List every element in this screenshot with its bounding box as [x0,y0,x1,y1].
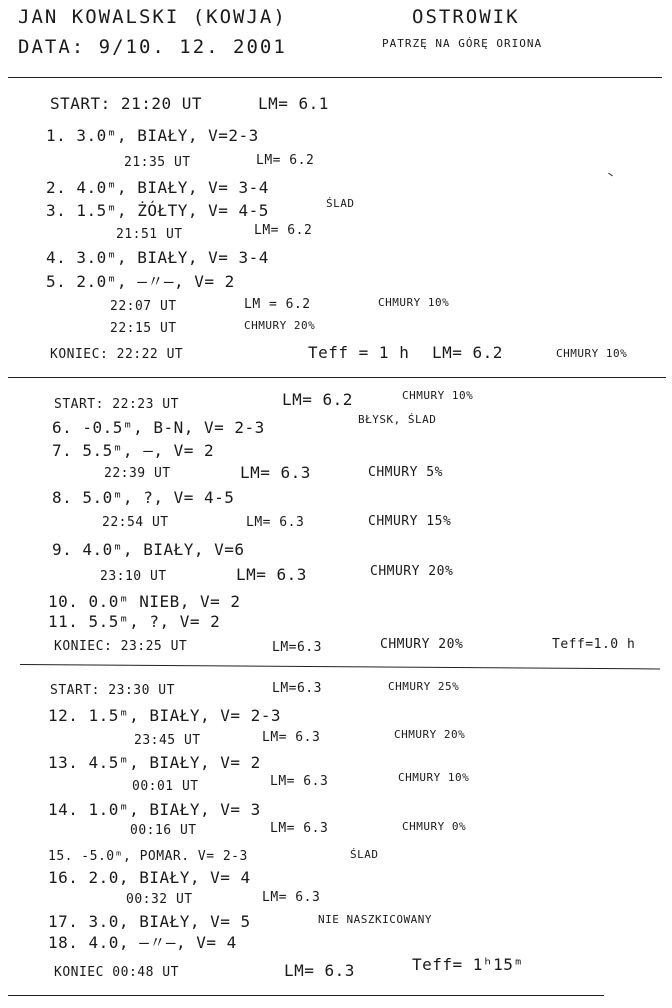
start-lm: LM= 6.2 [282,390,353,409]
pen-mark [608,173,613,177]
check-time: 23:45 UT [134,733,201,748]
check-clouds: CHMURY 0% [402,820,467,833]
check-clouds: CHMURY 10% [398,771,470,784]
meteor-row: 15. -5.0ᵐ, POMAR. V= 2-3 [48,849,248,864]
meteor-row: 10. 0.0ᵐ NIEB, V= 2 [48,592,241,611]
meteor-row: 12. 1.5ᵐ, BIAŁY, V= 2-3 [48,706,282,725]
end-clouds: CHMURY 10% [556,347,628,360]
check-lm: LM= 6.3 [236,565,307,584]
start-lm: LM= 6.1 [258,94,329,113]
check-clouds: CHMURY 15% [368,514,452,529]
check-lm: LM= 6.3 [270,821,329,836]
check-lm: LM= 6.3 [246,515,305,530]
check-lm: LM= 6.3 [262,890,321,905]
meteor-row: 1. 3.0ᵐ, BIAŁY, V=2-3 [46,126,259,145]
check-lm: LM= 6.2 [254,223,313,238]
meteor-row: 8. 5.0ᵐ, ?, V= 4-5 [52,488,235,507]
meteor-row: 14. 1.0ᵐ, BIAŁY, V= 3 [48,800,261,819]
meteor-row: 2. 4.0ᵐ, BIAŁY, V= 3-4 [46,178,269,197]
check-clouds: CHMURY 10% [378,296,450,309]
section-end: KONIEC: 22:22 UT [50,347,184,362]
meteor-note: ŚLAD [326,197,355,210]
check-time: 22:39 UT [104,466,171,481]
check-lm: LM= 6.3 [262,730,321,745]
check-clouds: CHMURY 20% [370,564,454,579]
meteor-note: ŚLAD [350,848,379,861]
check-clouds: CHMURY 20% [244,319,316,332]
check-time: 00:16 UT [130,823,197,838]
meteor-note: BŁYSK, ŚLAD [358,413,437,426]
check-lm: LM= 6.3 [270,774,329,789]
check-lm: LM= 6.3 [240,463,311,482]
section-end: KONIEC 00:48 UT [54,965,179,980]
meteor-row: 6. -0.5ᵐ, B-N, V= 2-3 [52,418,265,437]
end-lm: LM=6.3 [272,640,322,655]
check-time: 21:51 UT [116,227,183,242]
check-time: 22:15 UT [110,321,177,336]
check-time: 21:35 UT [124,155,191,170]
meteor-row: 13. 4.5ᵐ, BIAŁY, V= 2 [48,753,261,772]
check-time: 22:54 UT [102,515,169,530]
end-teff: Teff=1.0 h [552,637,636,652]
check-time: 00:32 UT [126,892,193,907]
divider [8,995,604,996]
section-start: START: 21:20 UT [50,94,202,113]
meteor-note: NIE NASZKICOWANY [318,913,432,926]
section-start: START: 23:30 UT [50,683,175,698]
end-teff: Teff = 1 h [308,343,410,362]
meteor-row: 18. 4.0, —〃—, V= 4 [48,933,237,952]
end-lm: LM= 6.2 [432,343,503,362]
meteor-row: 3. 1.5ᵐ, ŻÓŁTY, V= 4-5 [46,201,269,220]
check-clouds: CHMURY 5% [368,465,443,480]
section-start: START: 22:23 UT [54,397,179,412]
divider [8,377,666,378]
observation-note: PATRZĘ NA GÓRĘ ORIONA [382,37,543,50]
check-time: 00:01 UT [132,779,199,794]
start-clouds: CHMURY 10% [402,389,474,402]
meteor-row: 7. 5.5ᵐ, —, V= 2 [52,441,215,460]
meteor-row: 4. 3.0ᵐ, BIAŁY, V= 3-4 [46,248,269,267]
check-time: 22:07 UT [110,299,177,314]
meteor-row: 11. 5.5ᵐ, ?, V= 2 [48,612,221,631]
observer-name: JAN KOWALSKI (KOWJA) [18,6,287,28]
meteor-row: 9. 4.0ᵐ, BIAŁY, V=6 [52,540,245,559]
end-clouds: CHMURY 20% [380,637,464,652]
end-teff: Teff= 1ʰ15ᵐ [412,955,524,974]
divider [8,77,662,78]
divider [20,664,660,669]
start-clouds: CHMURY 25% [388,680,460,693]
start-lm: LM=6.3 [272,681,322,696]
check-lm: LM = 6.2 [244,297,311,312]
observation-date: DATA: 9/10. 12. 2001 [18,36,287,58]
check-clouds: CHMURY 20% [394,728,466,741]
observation-place: OSTROWIK [412,6,520,28]
section-end: KONIEC: 23:25 UT [54,639,188,654]
meteor-row: 16. 2.0, BIAŁY, V= 4 [48,868,251,887]
meteor-row: 17. 3.0, BIAŁY, V= 5 [48,912,251,931]
check-lm: LM= 6.2 [256,153,315,168]
end-lm: LM= 6.3 [284,961,355,980]
check-time: 23:10 UT [100,569,167,584]
meteor-row: 5. 2.0ᵐ, —〃—, V= 2 [46,272,235,291]
